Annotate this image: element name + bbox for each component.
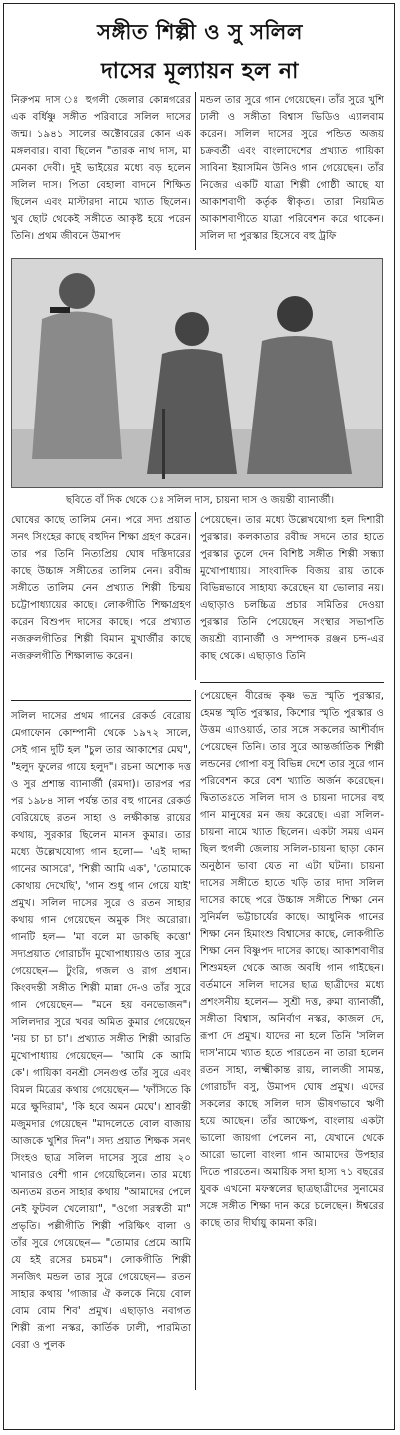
intro-left-column — [11, 92, 191, 252]
section-rule — [200, 682, 384, 683]
headline-line-2: দাসের মূল্যায়ন হল না — [101, 58, 299, 84]
lower-right-text: পেয়েছেন বীরেন্দ্র কৃষ্ণ ভদ্র স্মৃতি পুরস্কার, হেমন্ত স্মৃতি পুরস্কার, কিশোর স্মৃতি পুরস্কার ও উত্তম এ্যাওয়ার্ড, তার সঙ্গে সকলের আশীর্বাদ পেয়েছেন তিনি। তার সুরে আন্তর্জাতিক শিল্পী লন্ডনের গোপা বসু বিভিন্ন দেশে তার সুরে গান পরিবেশন করে বেশ খ্যাতি অর্জন করেছেন। দ্বিতাতঃতে সলিল দাস ও চায়না দাসের বহু গান মানুষের মন জয় করেছে। এরা সলিল-চায়না নামে খ্যাত ছিলেন। একটা সময় এমন ছিল হুগলী জেলায় সলিল-চায়না ছাড়া কোন অনুষ্ঠান ভাবা যেত না এটা ঘটনা। চায়না দাসের সঙ্গীতে হাতে খড়ি তার দাদা সলিল দাসের কাছে পরে উচ্চাঙ্গ সঙ্গীতে শিক্ষা নেন সুনির্মল ভট্টাচার্যের কাছে। আধুনিক গানের শিক্ষা নেন হিমাংশু বিশ্বাসের কাছে, লোকগীতি শিক্ষা নেন বিষ্ণুপদ দাসের কাছে। আকাশবাণীর শিশুমহল থেকে আজ অবধি গান গাইছেন। বর্তমানে সলিল দাসের ছাত্র ছাত্রীদের মধ্যে প্রশংসনীয় হলেন— সুশ্রী দত্ত, রুমা ব্যানার্জী, সঙ্গীতা বিশ্বাস, অনির্বাণ নস্কর, কাজল দে, রূপা দে প্রমুখ। যাদের না হলে তিনি 'সলিল দাস'নামে খ্যাত হতে পারতেন না তারা হলেন রতন সাহা, লক্ষ্মীকান্ত রায়, লালজী সামন্ত, গোরাচাঁদ বসু, উমাপদ ঘোষ প্রমুখ। এদের সকলের কাছে সলিল দাস ভীষণভাবে ঋণী হয়ে আছেন। তাঁর আক্ষেপ, বাংলায় একটা ভালো জায়গা পেলেন না, যেখানে থেকে আরো ভালো বাংলা গান আমাদের উপহার দিতে পারতেন। অমায়িক সদা হাস্য ৭১ বছরের যুবক এখনো মফস্বলের ছাত্রছাত্রীদের সুনামের সঙ্গে সঙ্গীত শিক্ষা দান করে চলেছেন। ঈশ্বরের কাছে তার দীর্ঘায়ু কামনা করি। — [200, 691, 384, 1229]
section-rule — [11, 700, 191, 701]
lower-left-column — [11, 708, 191, 1420]
mid-left-column — [11, 512, 191, 692]
mid-right-text: পেয়েছেন। তার মধ্যে উল্লেখযোগ্য হল দিশারী পুরস্কার। কলকাতার রবীন্দ্র সদনে তার হাতে পুরস্কার তুলে দেন বিশিষ্ট সঙ্গীত শিল্পী সন্ধ্যা মুখোপাধ্যায়। সাংবাদিক বিজয় রায় তাকে বিভিন্নভাবে সাহায্য করেছেন যা ভোলার নয়। এছাড়াও চলচ্চিত্র প্রচার সমিতির দেওয়া পুরস্কার তিনি পেয়েছেন সংস্থার সভাপতি জয়শ্রী ব্যানার্জী ও সম্পাদক রঞ্জন চন্দ-এর কাছ থেকে। এছাড়াও তিনি — [200, 515, 384, 662]
column-divider — [195, 512, 196, 680]
intro-right-column — [200, 92, 384, 252]
mid-right-column — [200, 512, 384, 682]
photo-caption: ছবিতে বাঁ দিক থেকে ঃ সলিল দাস, চায়না দাস ও জয়ন্তী ব্যানার্জী। — [65, 495, 335, 506]
lower-right-column — [200, 688, 384, 1288]
column-divider — [195, 690, 196, 1390]
column-divider — [195, 92, 196, 250]
performers-photo-image — [12, 259, 383, 488]
news-photo — [11, 258, 383, 488]
lower-left-text: সলিল দাসের প্রথম গানের রেকর্ড বেরোয় মেগাফোন কোম্পানী থেকে ১৯৭২ সালে, সেই গান দুটি হল "চুল তার আকাশের মেঘ", "হলুদ ফুলের গায়ে হলুদ"। রচনা অশোক দত্ত ও সুর প্রশান্ত ব্যানার্জী (রমদা)। তারপর পর পর ১৯৮৪ সাল পর্যন্ত তার বহু গানের রেকর্ড বেরিয়েছে রতন সাহা ও লক্ষীকান্ত রায়ের কথায়, সুরকার ছিলেন মানস কুমার। তার মধ্যে উল্লেখযোগ্য গান হলো— 'এই দাদ্দা গানের আসরে', 'শিল্পী আমি এক', 'তোমাকে কোথায় দেখেছি', 'গান শুধু গান গেয়ে যাই' প্রমুখ। সলিল দাসের সুরে ও রতন সাহার কথায় গান গেয়েছেন অমুক সিং অরোরা। গানটি হল— 'মা বলে মা ডাকছি কত্তো' সদ্যপ্রয়াত গোরাচাঁদ মুখোপাধ্যায়ও তার সুরে গেয়েছেন— টুংরি, গজল ও রাগ প্রধান। কিংবদন্তী সঙ্গীত শিল্পী মান্না দে-ও তাঁর সুরে গান গেয়েছেন— "মনে হয় বনভোজন"। সলিলদার সুরে খবর অমিত কুমার গেয়েছেন 'নয় চা চা চা'। প্রখ্যাত সঙ্গীত শিল্পী আরতি মুখোপাধ্যায় গেয়েছেন— 'আমি কে আমি কে'। গায়িকা বনশ্রী সেনগুপ্ত তাঁর সুরে এবং বিমল মিত্রের কথায় গেয়েছেন— 'ফাঁসিতে কি মরে ক্ষুদিরাম', 'কি হবে অমন মেঘে'। শ্রাবন্তী মজুমদার গেয়েছেন "মাদলেতে বোল বাজায় আজকে খুশির দিন"। সদ্য প্রয়াত শিক্ষক সনৎ সিংহও ছাত্র সলিল দাসের সুরে প্রায় ২০ খানারও বেশী গান গেয়েছিলেন। তার মধ্যে অন্যতম রতন সাহার কথায় "আমাদের পেলে নেই ফুটবল খেলোয়া", "ওগো সরস্বতী মা" প্রভৃতি। পল্লীগীতি শিল্পী পরিক্ষিৎ বালা ও তাঁর সুরে গেয়েছেন— "তোমার প্রেমে আমি যে হই রসের চমচম"। লোকগীতি শিল্পী সনজিৎ মন্ডল তার সুরে গেয়েছেন— রতন সাহার কথায় 'গাজার ঐ কলকে নিয়ে বোল বোম বোম শিব' প্রমুখ। এছাড়াও নবাগত শিল্পী রূপা নস্কর, কার্তিক ঢালী, পারমিতা বেরা ও পুলক — [11, 711, 191, 1351]
mid-left-text: ঘোষের কাছে তালিম নেন। পরে সদ্য প্রয়াত সনৎ সিংহের কাছে বহুদিন শিক্ষা গ্রহণ করেন। তার পর তিনি নিত্যপ্রিয় ঘোষ দস্তিদারের কাছে উচ্চাঙ্গ সঙ্গীতের তালিম নেন। রবীন্দ্র সঙ্গীতে তালিম নেন প্রখ্যাত শিল্পী চিন্ময় চট্টোপাধ্যায়ের কাছে। লোকগীতি শিক্ষাগ্রহণ করেন বিশুপদ দাসের কাছে। পরে প্রখ্যাত নজরুলগীতির শিল্পী বিমান মুখার্জীর কাছে নজরুলগীতি শিক্ষালাভ করেন। — [11, 515, 191, 662]
intro-left-text: নিরুপম দাস ঃ হুগলী জেলার কোন্নগরের এক বর্ধিষ্ণু সঙ্গীত পরিবারে সলিল দাসের জন্ম। ১৯৪১ সালের অক্টোবরের কোন এক মঙ্গলবার। বাবা ছিলেন "তারক নাথ দাস, মা মেনকা দেবী। দুই ভাইয়ের মধ্যে বড় হলেন সলিল দাস। পিতা বেহালা বাদনে শিক্ষিত ছিলেন এবং মাস্টারদা নামে খ্যাত ছিলেন। খুব ছোট থেকেই সঙ্গীতে আকৃষ্ট হয়ে পরেন তিনি। প্রথম জীবনে উমাপদ — [11, 95, 191, 242]
headline-line-1: সঙ্গীত শিল্পী ও সু সলিল — [97, 19, 303, 44]
intro-right-text: মন্ডল তার সুরে গান গেয়েছেন। তাঁর সুরে খুশি ঢালী ও সঙ্গীতা বিশ্বাস ভিডিও এ্যালবাম করেন। সলিল দাসের সুরে পন্ডিত অজয় চক্রবর্তী এবং বাংলাদেশের প্রখ্যাত গায়িকা সাবিনা ইয়াসমিন উনিও গান গেয়েছেন। তাঁর নিজের একটি যাত্রা শিল্পী গোষ্ঠী আছে যা আকাশবাণী কর্তৃক স্বীকৃত। তারা নিয়মিত আকাশবাণীতে যাত্রা পরিবেশন করে থাকেন। সলিল দা পুরস্কার হিসেবে বহু ট্রফি — [200, 95, 384, 242]
